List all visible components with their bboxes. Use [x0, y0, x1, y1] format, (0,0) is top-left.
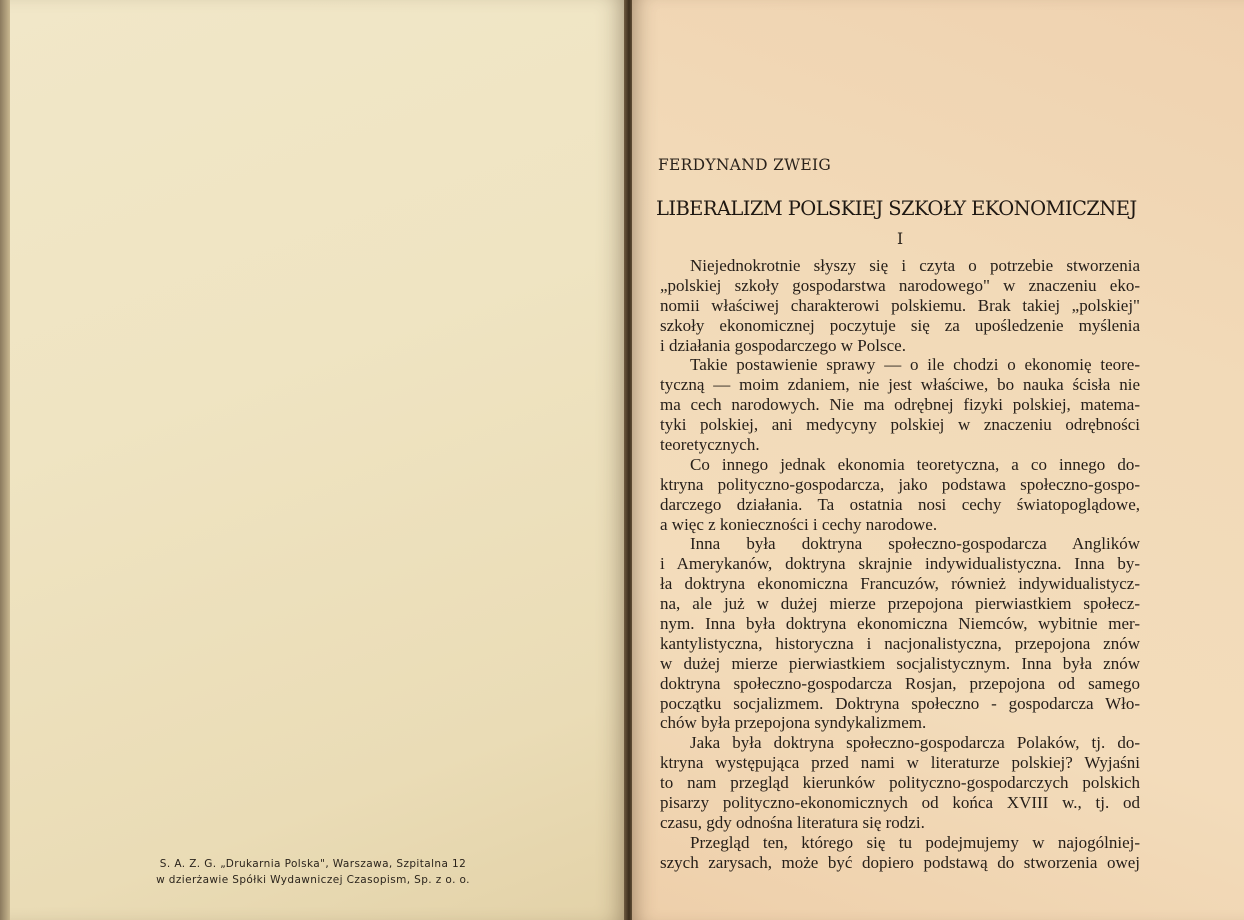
- text-line: na, ale już w dużej mierze przepojona pierwiastkiem społecz-: [660, 594, 1140, 614]
- text-line: ktryna występująca przed nami w literaturze polskiej? Wyjaśni: [660, 753, 1140, 773]
- text-line: Inna była doktryna społeczno-gospodarcza Anglików: [690, 534, 1140, 554]
- text-line: Takie postawienie sprawy — o ile chodzi o ekonomię teore-: [690, 355, 1140, 375]
- text-line: ktryna polityczno-gospodarcza, jako podstawa społeczno-gospo-: [660, 474, 1140, 494]
- text-line: doktryna społeczno-gospodarcza Rosjan, przepojona od samego: [660, 673, 1140, 693]
- text-line: szkoły ekonomicznej poczytuje się za upośledzenie myślenia: [660, 315, 1140, 335]
- article-title: LIBERALIZM POLSKIEJ SZKOŁY EKONOMICZNEJ: [656, 197, 1137, 220]
- text-line: nym. Inna była doktryna ekonomiczna Niemców, wybitnie mer-: [660, 614, 1140, 634]
- text-line: Jaka była doktryna społeczno-gospodarcza Polaków, tj. do-: [690, 733, 1140, 753]
- text-line: tyczną — moim zdaniem, nie jest właściwe, bo nauka ścisła nie: [660, 375, 1140, 395]
- text-line: ma cech narodowych. Nie ma odrębnej fizyki polskiej, matema-: [660, 395, 1140, 415]
- text-line: darczego działania. Ta ostatnia nosi cechy światopoglądowe,: [660, 494, 1140, 514]
- text-line: pisarzy polityczno-ekonomicznych od końca XVIII w., tj. od: [660, 793, 1140, 813]
- text-line: czasu, gdy odnośna literatura się rodzi.: [660, 812, 925, 832]
- text-line: w dużej mierze pierwiastkiem socjalistycznym. Inna była znów: [660, 653, 1140, 673]
- printer-imprint: [0, 856, 626, 888]
- text-line: Przegląd ten, którego się tu podejmujemy w najogólniej-: [690, 832, 1140, 852]
- text-line: a więc z konieczności i cechy narodowe.: [660, 514, 938, 534]
- text-line: „polskiej szkoły gospodarstwa narodowego" w znaczeniu eko-: [660, 275, 1140, 295]
- article-body: [660, 256, 1140, 873]
- imprint-line-1: S. A. Z. G. „Drukarnia Polska", Warszawa, Szpitalna 12: [159, 858, 467, 870]
- text-line: ła doktryna ekonomiczna Francuzów, również indywidualistycz-: [660, 574, 1140, 594]
- imprint-line-2: w dzierżawie Spółki Wydawniczej Czasopism, Sp. z o. o.: [156, 874, 470, 886]
- author-name: FERDYNAND ZWEIG: [658, 156, 832, 174]
- left-page-edge: [0, 0, 10, 920]
- text-line: teoretycznych.: [660, 435, 760, 455]
- text-line: i działania gospodarczego w Polsce.: [660, 335, 906, 355]
- section-number: I: [896, 230, 904, 248]
- text-line: nomii właściwej charakterowi polskiemu. Brak takiej „polskiej": [660, 295, 1140, 315]
- text-line: kantylistyczna, historyczna i nacjonalistyczna, przepojona znów: [660, 633, 1140, 653]
- text-line: chów była przepojona syndykalizmem.: [660, 713, 927, 733]
- text-line: to nam przegląd kierunków polityczno-gospodarczych polskich: [660, 773, 1140, 793]
- text-line: i Amerykanów, doktryna skrajnie indywidualistyczna. Inna by-: [660, 554, 1140, 574]
- text-line: Niejednokrotnie słyszy się i czyta o potrzebie stworzenia: [690, 256, 1140, 275]
- text-line: szych zarysach, może być dopiero podstawą do stworzenia owej: [660, 852, 1140, 872]
- text-line: tyki polskiej, ani medycyny polskiej w znaczeniu odrębności: [660, 415, 1140, 435]
- text-line: Co innego jednak ekonomia teoretyczna, a co innego do-: [690, 454, 1140, 474]
- text-line: początku socjalizmem. Doktryna społeczno - gospodarcza Wło-: [660, 693, 1140, 713]
